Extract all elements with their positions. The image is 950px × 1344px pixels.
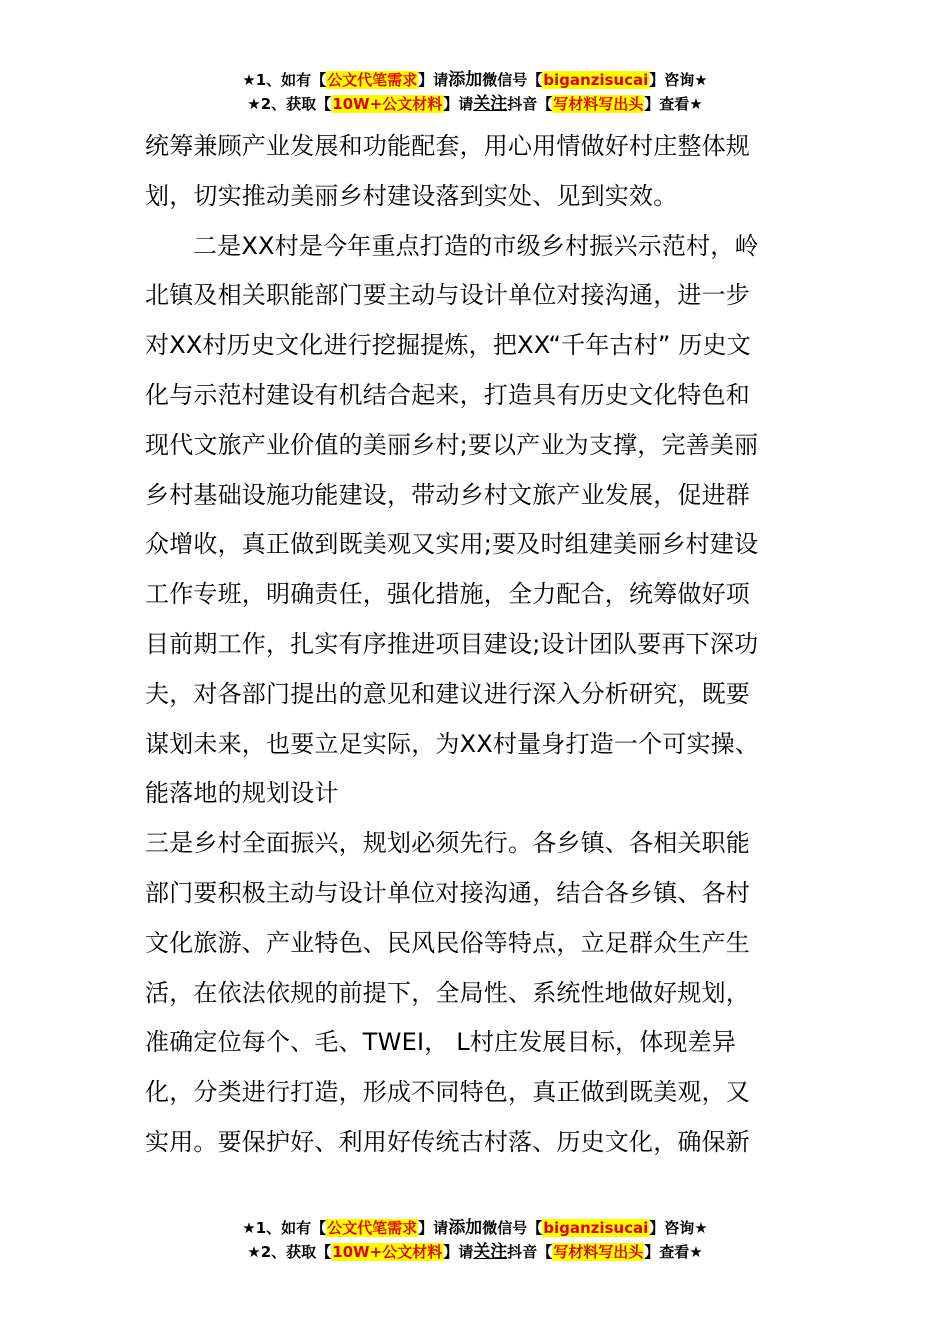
banner-text: 微信号【	[482, 1219, 543, 1237]
body-line: 部门要积极主动与设计单位对接沟通，结合各乡镇、各村	[145, 878, 750, 907]
banner-wechat-id: biganzisucai	[543, 1219, 649, 1237]
banner-emphasis: 关注	[473, 1242, 508, 1262]
banner-text: 】咨询★	[649, 1219, 708, 1237]
banner-douyin-id: 写材料写出头	[553, 95, 644, 113]
banner-highlight: 公文代笔需求	[327, 71, 418, 89]
banner-emphasis: 添加	[448, 70, 483, 90]
banner-highlight: 10W+公文材料	[332, 95, 443, 113]
body-line: 准确定位每个、毛、TWEI， L村庄发展目标，体现差异	[145, 1028, 737, 1057]
banner-text: 】查看★	[644, 95, 703, 113]
banner-wechat-id: biganzisucai	[543, 71, 649, 89]
banner-text: 】请	[443, 1243, 474, 1261]
banner-line-2	[0, 1240, 950, 1264]
body-line: 工作专班，明确责任，强化措施，全力配合，统筹做好项	[145, 580, 750, 609]
body-line: 化与示范村建设有机结合起来，打造具有历史文化特色和	[145, 380, 750, 409]
banner-text: ★1、如有【	[242, 1219, 327, 1237]
banner-text: ★1、如有【	[242, 71, 327, 89]
banner-line-1	[0, 1216, 950, 1240]
document-body	[145, 122, 810, 1168]
body-line: 能落地的规划设计	[145, 779, 339, 808]
body-line: 北镇及相关职能部门要主动与设计单位对接沟通，进一步	[145, 281, 750, 310]
body-line: 统筹兼顾产业发展和功能配套，用心用情做好村庄整体规	[145, 132, 750, 160]
banner-douyin-id: 写材料写出头	[553, 1243, 644, 1261]
banner-emphasis: 关注	[473, 94, 508, 114]
body-line: 现代文旅产业价值的美丽乡村;要以产业为支撑，完善美丽	[145, 430, 759, 459]
banner-text: 抖音【	[507, 1243, 553, 1261]
body-line: 文化旅游、产业特色、民风民俗等特点，立足群众生产生	[145, 928, 750, 957]
footer-banner	[0, 1216, 950, 1264]
banner-line-1	[0, 68, 950, 92]
body-line: 对XX村历史文化进行挖掘提炼，把XX“千年古村” 历史文	[145, 331, 751, 360]
body-line: 乡村基础设施功能建设，带动乡村文旅产业发展，促进群	[145, 480, 750, 509]
body-line: 划，切实推动美丽乡村建设落到实处、见到实效。	[145, 181, 678, 210]
banner-emphasis: 添加	[448, 1218, 483, 1238]
body-line: 实用。要保护好、利用好传统古村落、历史文化，确保新	[145, 1127, 750, 1156]
banner-text: ★2、获取【	[247, 95, 332, 113]
banner-text: 】请	[418, 1219, 449, 1237]
body-line: 活，在依法依规的前提下，全局性、系统性地做好规划，	[145, 978, 750, 1007]
body-line: 三是乡村全面振兴，规划必须先行。各乡镇、各相关职能	[145, 829, 750, 858]
banner-text: 】请	[418, 71, 449, 89]
banner-highlight: 10W+公文材料	[332, 1243, 443, 1261]
banner-text: 】咨询★	[649, 71, 708, 89]
banner-text: 】请	[443, 95, 474, 113]
banner-text: 抖音【	[507, 95, 553, 113]
banner-text: 微信号【	[482, 71, 543, 89]
banner-text: ★2、获取【	[247, 1243, 332, 1261]
body-line: 化，分类进行打造，形成不同特色，真正做到既美观，又	[145, 1078, 750, 1107]
banner-text: 】查看★	[644, 1243, 703, 1261]
body-line: 二是XX村是今年重点打造的市级乡村振兴示范村，岭	[193, 231, 759, 260]
body-line: 众增收，真正做到既美观又实用;要及时组建美丽乡村建设	[145, 530, 759, 559]
body-line: 夫，对各部门提出的意见和建议进行深入分析研究，既要	[145, 679, 750, 708]
header-banner	[0, 68, 950, 116]
banner-line-2	[0, 92, 950, 116]
body-line: 目前期工作，扎实有序推进项目建设;设计团队要再下深功	[145, 629, 759, 658]
body-line: 谋划未来，也要立足实际，为XX村量身打造一个可实操、	[145, 729, 760, 758]
banner-highlight: 公文代笔需求	[327, 1219, 418, 1237]
